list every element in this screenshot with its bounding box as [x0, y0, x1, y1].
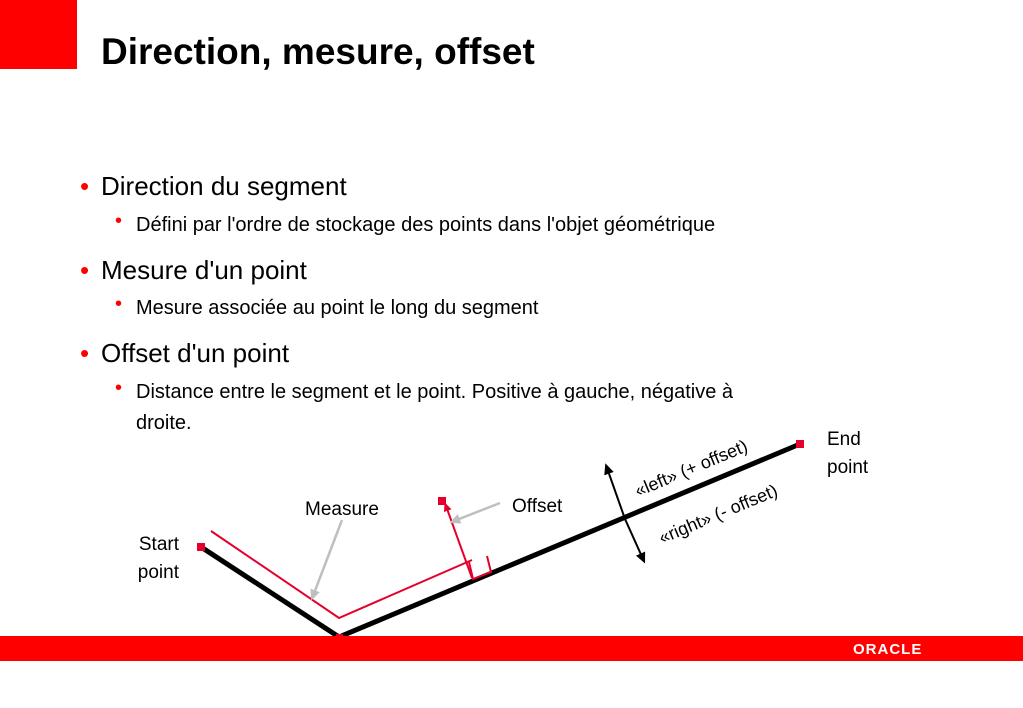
oracle-logo: ORACLE [853, 641, 923, 658]
sub-bullet-mesure-text: Mesure associée au point le long du segment [136, 297, 539, 319]
bullet-dot: • [80, 255, 90, 285]
start-point-marker [197, 543, 205, 551]
bullet-dot: • [80, 338, 90, 368]
measure-path [211, 531, 472, 618]
sub-bullet-direction-text: Défini par l'ordre de stockage des points dans l'objet géométrique [136, 214, 716, 236]
start-point-label [138, 534, 180, 583]
bullet-mesure-text: Mesure d'un point [101, 255, 307, 285]
slide-title: Direction, mesure, offset [101, 31, 535, 72]
left-offset-label: «left» (+ offset) [631, 435, 751, 501]
sub-bullet-dot: • [115, 377, 123, 399]
end-point-label-line2: point [827, 457, 869, 478]
offset-callout-arrow [454, 503, 500, 521]
right-offset-label: «right» (- offset) [655, 480, 781, 548]
start-point-label-line2: point [137, 562, 179, 583]
bullet-dot: • [80, 171, 90, 201]
bullet-direction-text: Direction du segment [101, 171, 347, 201]
end-point-marker [796, 440, 804, 448]
end-point-label [827, 429, 869, 478]
offset-label: Offset [512, 496, 563, 517]
end-point-label-line1: End [827, 429, 861, 450]
bullet-offset-text: Offset d'un point [101, 338, 290, 368]
left-right-double-arrow-lower [625, 519, 643, 559]
segment-line [201, 444, 800, 637]
measure-label: Measure [305, 499, 379, 520]
sub-bullet-offset-line1: Distance entre le segment et le point. Positive à gauche, négative à [136, 381, 734, 403]
offset-point-marker [438, 497, 446, 505]
left-right-double-arrow [607, 468, 625, 519]
sub-bullet-dot: • [115, 293, 123, 315]
sub-bullet-offset-line2: droite. [136, 412, 192, 434]
start-point-label-line1: Start [138, 534, 179, 555]
sub-bullet-dot: • [115, 210, 123, 232]
measure-callout-arrow [313, 520, 342, 596]
